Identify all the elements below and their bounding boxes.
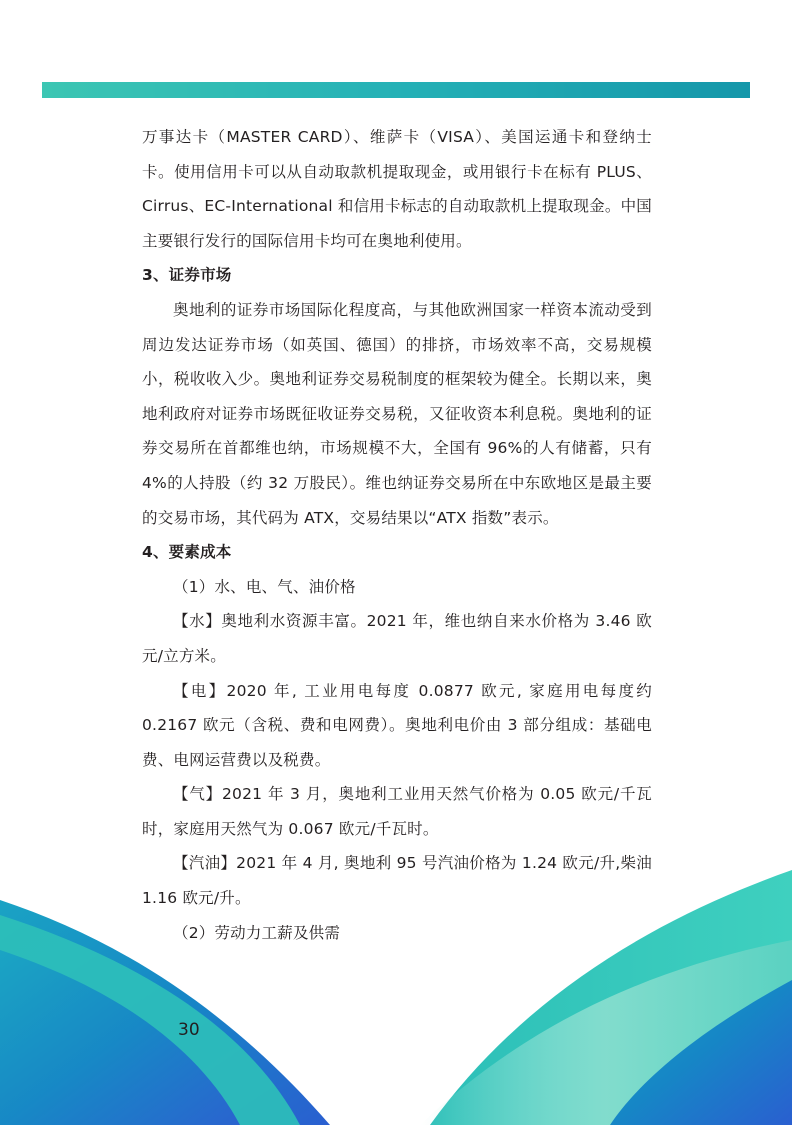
subsection-heading: （1）水、电、气、油价格: [173, 577, 356, 596]
paragraph: 【气】2021 年 3 月，奥地利工业用天然气价格为 0.05 欧元/千瓦时，家庭用天然气为 0.067 欧元/千瓦时。: [142, 785, 652, 838]
paragraph: 奥地利的证券市场国际化程度高，与其他欧洲国家一样资本流动受到周边发达证券市场（如英国、德国）的排挤，市场效率不高，交易规模小，税收收入少。奥地利证券交易税制度的框架较为健全。长期以来，奥地利政府对证券市场既征收证券交易税，又征收资本利息税。奥地利的证券交易所在首都维也纳，市场规模不大，全国有 96%的人有储蓄，只有 4%的人持股（约 32 万股民）。维也纳证券交易所在中东欧地区是最主要的交易市场，其代码为 ATX，交易结果以“ATX 指数”表示。: [142, 300, 652, 527]
section-heading: 4、要素成本: [142, 543, 232, 562]
page-number: 30: [178, 1020, 200, 1040]
header-accent-bar: [42, 82, 750, 98]
paragraph: 【电】2020 年, 工业用电每度 0.0877 欧元, 家庭用电每度约 0.2167 欧元（含税、费和电网费）。奥地利电价由 3 部分组成：基础电费、电网运营费以及税费。: [142, 681, 652, 769]
paragraph: 万事达卡（MASTER CARD）、维萨卡（VISA）、美国运通卡和登纳士卡。使用信用卡可以从自动取款机提取现金，或用银行卡在标有 PLUS、Cirrus、EC-International 和信用卡标志的自动取款机上提取现金。中国主要银行发行的国际信用卡均可在奥地利使用。: [142, 128, 652, 250]
document-body: [142, 120, 652, 950]
paragraph: 【汽油】2021 年 4 月, 奥地利 95 号汽油价格为 1.24 欧元/升,柴油 1.16 欧元/升。: [142, 854, 652, 908]
paragraph: 【水】奥地利水资源丰富。2021 年，维也纳自来水价格为 3.46 欧元/立方米。: [142, 612, 652, 665]
section-heading: 3、证券市场: [142, 266, 232, 285]
subsection-heading: （2）劳动力工薪及供需: [173, 923, 341, 942]
